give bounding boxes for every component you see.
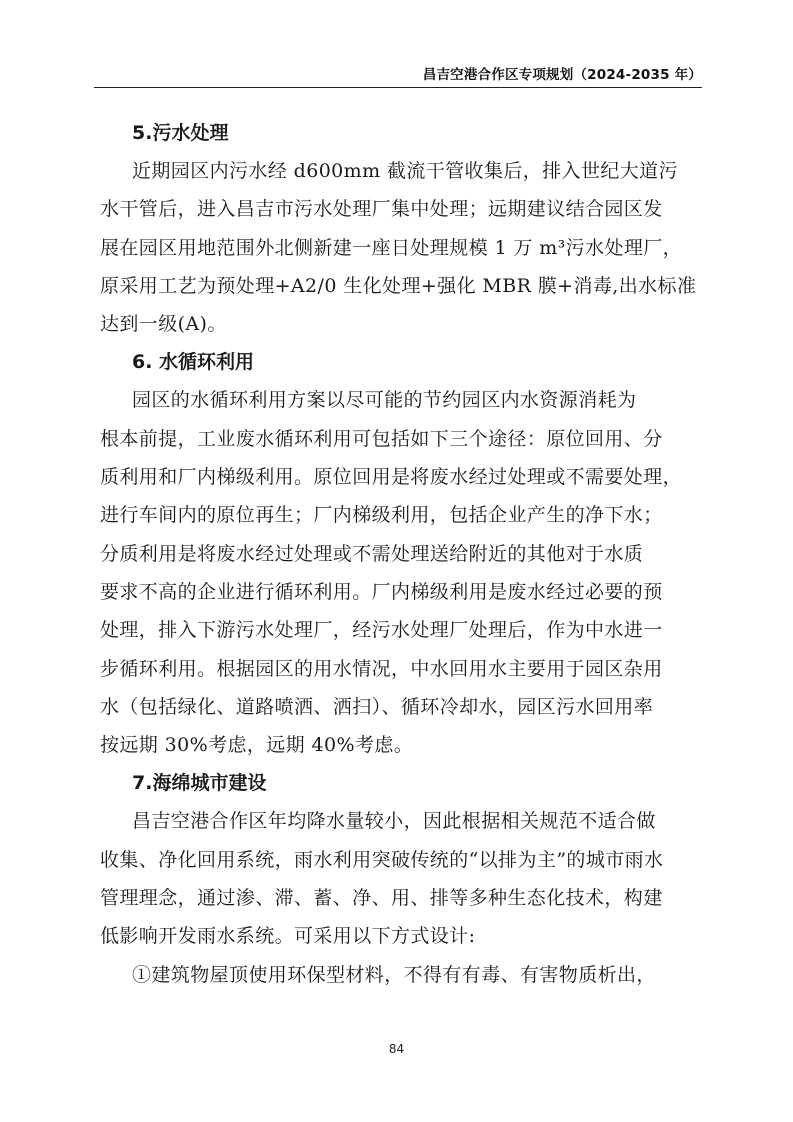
paragraph-line: ①建筑物屋顶使用环保型材料，不得有有毒、有害物质析出， <box>132 963 656 986</box>
paragraph-line: 处理，排入下游污水处理厂，经污水处理厂处理后，作为中水进一 <box>100 619 663 642</box>
page-body <box>100 114 703 994</box>
section-sponge-city <box>100 764 703 993</box>
paragraph-line: 收集、净化回用系统，雨水利用突破传统的“以排为主”的城市雨水 <box>100 848 664 871</box>
paragraph-line: 低影响开发雨水系统。可采用以下方式设计: <box>100 925 476 948</box>
paragraph-line: 园区的水循环利用方案以尽可能的节约园区内水资源消耗为 <box>132 389 637 412</box>
section-heading: 5.污水处理 <box>132 122 229 144</box>
paragraph-line: 原采用工艺为预处理+A2/0 生化处理+强化 MBR 膜+消毒,出水标准 <box>100 274 697 297</box>
paragraph-line: 要求不高的企业进行循环利用。厂内梯级利用是废水经过必要的预 <box>100 580 663 603</box>
paragraph-line: 达到一级(A)。 <box>100 313 227 336</box>
section-sewage-treatment <box>100 114 703 343</box>
paragraph-line: 质利用和厂内梯级利用。原位回用是将废水经过处理或不需要处理， <box>100 466 683 489</box>
paragraph-line: 水（包括绿化、道路喷洒、洒扫）、循环冷却水，园区污水回用率 <box>100 695 654 718</box>
section-heading: 7.海绵城市建设 <box>132 772 267 795</box>
paragraph-line: 按远期 30%考虑，远期 40%考虑。 <box>100 734 414 757</box>
page-number: 84 <box>388 1042 405 1056</box>
header-rule <box>94 87 702 88</box>
paragraph-line: 水干管后，进入昌吉市污水处理厂集中处理；远期建议结合园区发 <box>100 198 663 221</box>
paragraph-line: 步循环利用。根据园区的用水情况，中水回用水主要用于园区杂用 <box>100 657 663 680</box>
paragraph-line: 进行车间内的原位再生；厂内梯级利用，包括企业产生的净下水； <box>100 504 663 527</box>
section-water-recycling <box>100 343 703 764</box>
paragraph-line: 根本前提，工业废水循环利用可包括如下三个途径：原位回用、分 <box>100 427 663 450</box>
paragraph-line: 昌吉空港合作区年均降水量较小，因此根据相关规范不适合做 <box>132 810 656 833</box>
paragraph-line: 分质利用是将废水经过处理或不需处理送给附近的其他对于水质 <box>100 542 644 565</box>
paragraph-line: 近期园区内污水经 d600mm 截流干管收集后，排入世纪大道污 <box>132 160 678 182</box>
paragraph-line: 展在园区用地范围外北侧新建一座日处理规模 1 万 m³污水处理厂， <box>100 236 683 259</box>
section-heading: 6. 水循环利用 <box>132 351 255 374</box>
paragraph-line: 管理理念，通过渗、滞、蓄、净、用、排等多种生态化技术，构建 <box>100 887 663 910</box>
running-header: 昌吉空港合作区专项规划（2024-2035 年） <box>422 67 702 83</box>
